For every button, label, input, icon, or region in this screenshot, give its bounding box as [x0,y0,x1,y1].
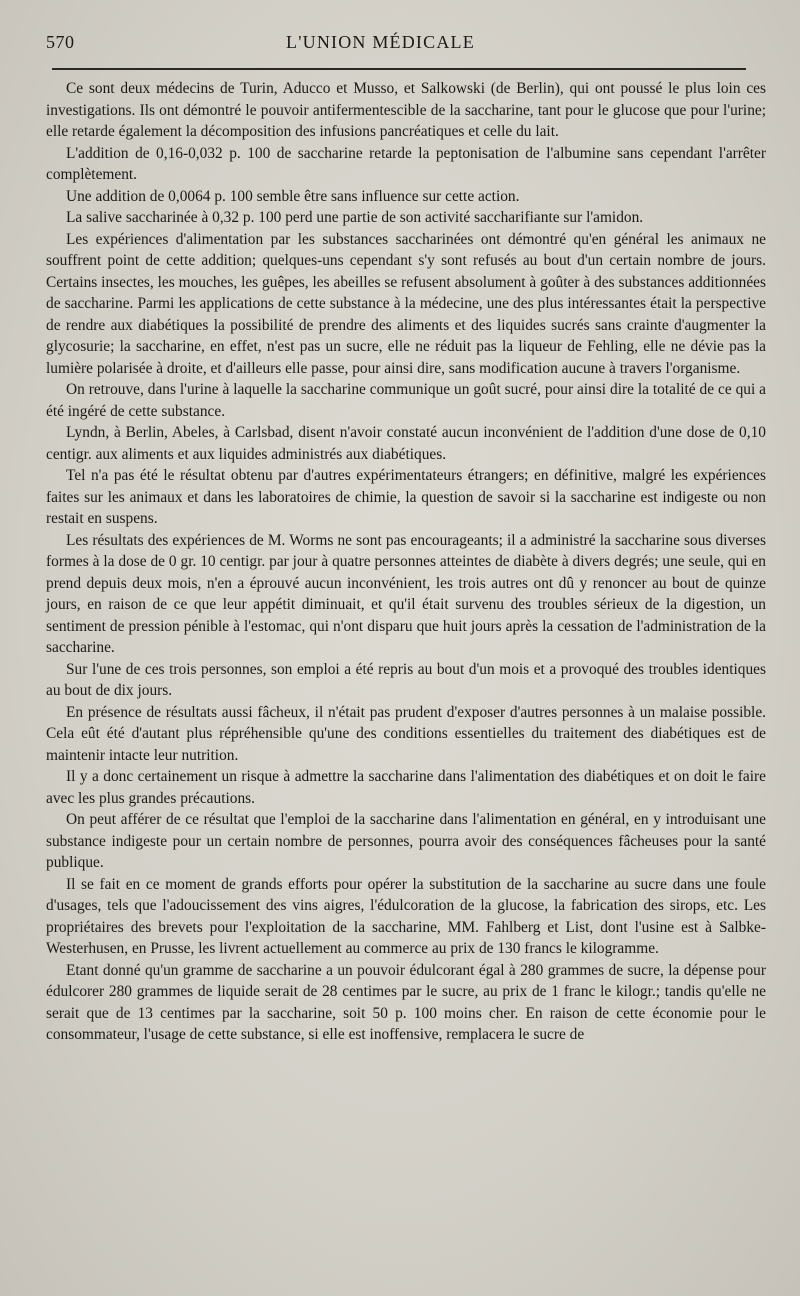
running-head [46,30,770,62]
paragraph: Ce sont deux médecins de Turin, Aducco et Musso, et Salkowski (de Berlin), qui ont poussé le plus loin ces investigations. Ils ont démontré le pouvoir antifermentescible de la saccharine, tant pour le glucose que pour l'urine; elle retarde également la décomposition des infusions pancréatiques et celle du lait. [46,80,766,140]
paragraph: On retrouve, dans l'urine à laquelle la saccharine communique un goût sucré, pour ainsi dire la totalité de ce qui a été ingéré de cette substance. [46,381,766,420]
paragraph: Les résultats des expériences de M. Worms ne sont pas encourageants; il a administré la saccharine sous diverses formes à la dose de 0 gr. 10 centigr. par jour à quatre personnes atteintes de diabète à divers degrés; une seule, qui en prend depuis deux mois, n'en a éprouvé aucun inconvénient, les trois autres ont dû y renoncer au bout de quinze jours, en raison de ce que leur appétit diminuait, et qu'il était survenu des troubles sérieux de la digestion, un sentiment de pression pénible à l'estomac, qui n'ont disparu que huit jours après la cessation de l'administration de la saccharine. [46,531,766,656]
article-body [46,78,770,1046]
paragraph: Etant donné qu'un gramme de saccharine a un pouvoir édulcorant égal à 280 grammes de sucre, la dépense pour édulcorer 280 grammes de liquide serait de 28 centimes par le sucre, au prix de 1 franc le kilogr.; tandis qu'elle ne serait que de 13 centimes par la saccharine, soit 50 p. 100 moins cher. En raison de cette économie pour le consommateur, l'usage de cette substance, si elle est inoffensive, remplacera le sucre de [46,961,766,1043]
paragraph: Tel n'a pas été le résultat obtenu par d'autres expérimentateurs étrangers; en définitive, malgré les expériences faites sur les animaux et dans les laboratoires de chimie, la question de savoir si la saccharine est indigeste ou non restait en suspens. [46,467,766,527]
paragraph: Les expériences d'alimentation par les substances saccharinées ont démontré qu'en général les animaux ne souffrent point de cette addition; quelques-uns cependant s'y sont refusés au bout d'un certain nombre de jours. Certains insectes, les mouches, les guêpes, les abeilles se refusent absolument à goûter à des substances additionnées de saccharine. Parmi les applications de cette substance à la médecine, une des plus intéressantes était la perspective de rendre aux diabétiques la possibilité de prendre des aliments et des liquides sucrés sans crainte d'augmenter la glycosurie; la saccharine, en effet, n'est pas un sucre, elle ne réduit pas la liqueur de Fehling, elle ne dévie pas la lumière polarisée à droite, et d'ailleurs elle passe, pour ainsi dire, sans modification aucune à travers l'organisme. [46,230,766,377]
paragraph: Une addition de 0,0064 p. 100 semble être sans influence sur cette action. [66,187,520,205]
header-rule [52,68,746,70]
paragraph: L'addition de 0,16-0,032 p. 100 de saccharine retarde la peptonisation de l'albumine sans cependant l'arrêter complètement. [46,144,766,183]
paragraph: Il y a donc certainement un risque à admettre la saccharine dans l'alimentation des diabétiques et on doit le faire avec les plus grandes précautions. [46,768,766,807]
paragraph: Il se fait en ce moment de grands efforts pour opérer la substitution de la saccharine au sucre dans une foule d'usages, tels que l'adoucissement des vins aigres, l'édulcoration de la glucose, la fabrication des sirops, etc. Les propriétaires des brevets pour l'exploitation de la saccharine, MM. Fahlberg et List, dont l'usine est à Salbke-Westerhusen, en Prusse, les livrent actuellement au commerce au prix de 130 francs le kilogramme. [46,875,766,957]
paragraph: Lyndn, à Berlin, Abeles, à Carlsbad, disent n'avoir constaté aucun inconvénient de l'addition d'une dose de 0,10 centigr. aux aliments et aux liquides administrés aux diabétiques. [46,424,766,463]
paragraph: Sur l'une de ces trois personnes, son emploi a été repris au bout d'un mois et a provoqué des troubles identiques au bout de dix jours. [46,660,766,699]
paragraph: En présence de résultats aussi fâcheux, il n'était pas prudent d'exposer d'autres personnes à un malaise possible. Cela eût été d'autant plus répréhensible qu'une des conditions essentielles du traitement des diabétiques est de maintenir intacte leur nutrition. [46,703,766,764]
paragraph: On peut afférer de ce résultat que l'emploi de la saccharine dans l'alimentation en général, en y introduisant une substance indigeste pour un certain nombre de personnes, pourra avoir des conséquences fâcheuses pour la santé publique. [46,811,766,871]
paragraph: La salive saccharinée à 0,32 p. 100 perd une partie de son activité saccharifiante sur l'amidon. [66,209,644,226]
journal-title: L'UNION MÉDICALE [286,32,475,52]
page-number: 570 [46,32,75,52]
